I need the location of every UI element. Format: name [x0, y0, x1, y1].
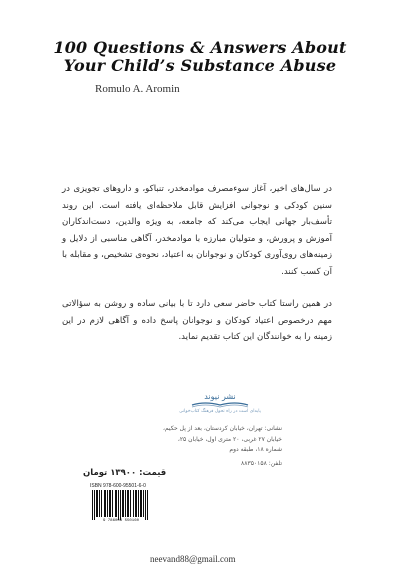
- publisher-tagline: پایه‌ای است در راه تحول فرهنگ کتاب‌خوانی: [179, 409, 261, 414]
- open-book-icon: [190, 401, 250, 409]
- barcode: [89, 490, 153, 520]
- barcode-digits: 9 786009 550160: [102, 519, 139, 523]
- isbn-number: ISBN 978-600-95501-6-0: [90, 483, 146, 489]
- address-line-1: نشانی: تهران، خیابان کردستان، بعد از پل حکیم،: [162, 425, 282, 432]
- address-line-3: شماره ۱۸، طبقه دوم: [229, 446, 282, 453]
- blurb-paragraph-2: در همین راستا کتاب حاضر سعی دارد تا با بیانی ساده و روشن به سؤالاتی مهم درخصوص اعتیاد کودکان و نوجوانان پاسخ داده و آگاهی لازم در این زمینه را به خوانندگان این کتاب تقدیم نماید.: [62, 299, 332, 342]
- book-title-line2: Your Child’s Substance Abuse: [63, 56, 337, 75]
- phone-number: تلفن: ۸۸۳۵۰۱۵۸: [241, 459, 282, 467]
- address-line-2: خیابان ۲۷ غربی، ۲۰ متری اول، خیابان ۲۵،: [177, 435, 282, 443]
- blurb-paragraph-1: در سال‌های اخیر، آغاز سوءمصرف موادمخدر، تنباکو، و داروهای تجویزی در سنین کودکی و نوجوانی افزایش قابل ملاحظه‌ای یافته است. این روند تأسف‌بار جهانی ایجاب می‌کند که جامعه، به ویژه والدین، دست‌اندکاران آموزش و پرورش، و متولیان مبارزه با موادمخدر، آگاهی مناسبی از دلایل و زمینه‌های روی‌آوری کودکان و نوجوانان به اعتیاد، نحوه‌ی تشخیص، و مقابله با آن کسب کنند.: [62, 184, 332, 277]
- publisher-contact: [152, 424, 282, 469]
- publisher-email: neevand88@gmail.com: [150, 554, 236, 564]
- price-label: قیمت: ۱۳۹۰۰ تومان: [83, 468, 167, 478]
- book-title-line1: 100 Questions & Answers About: [53, 38, 347, 57]
- publisher-name: نشر نیوند: [204, 392, 236, 401]
- author-name: Romulo A. Aromin: [95, 83, 180, 95]
- publisher-logo: [170, 392, 270, 414]
